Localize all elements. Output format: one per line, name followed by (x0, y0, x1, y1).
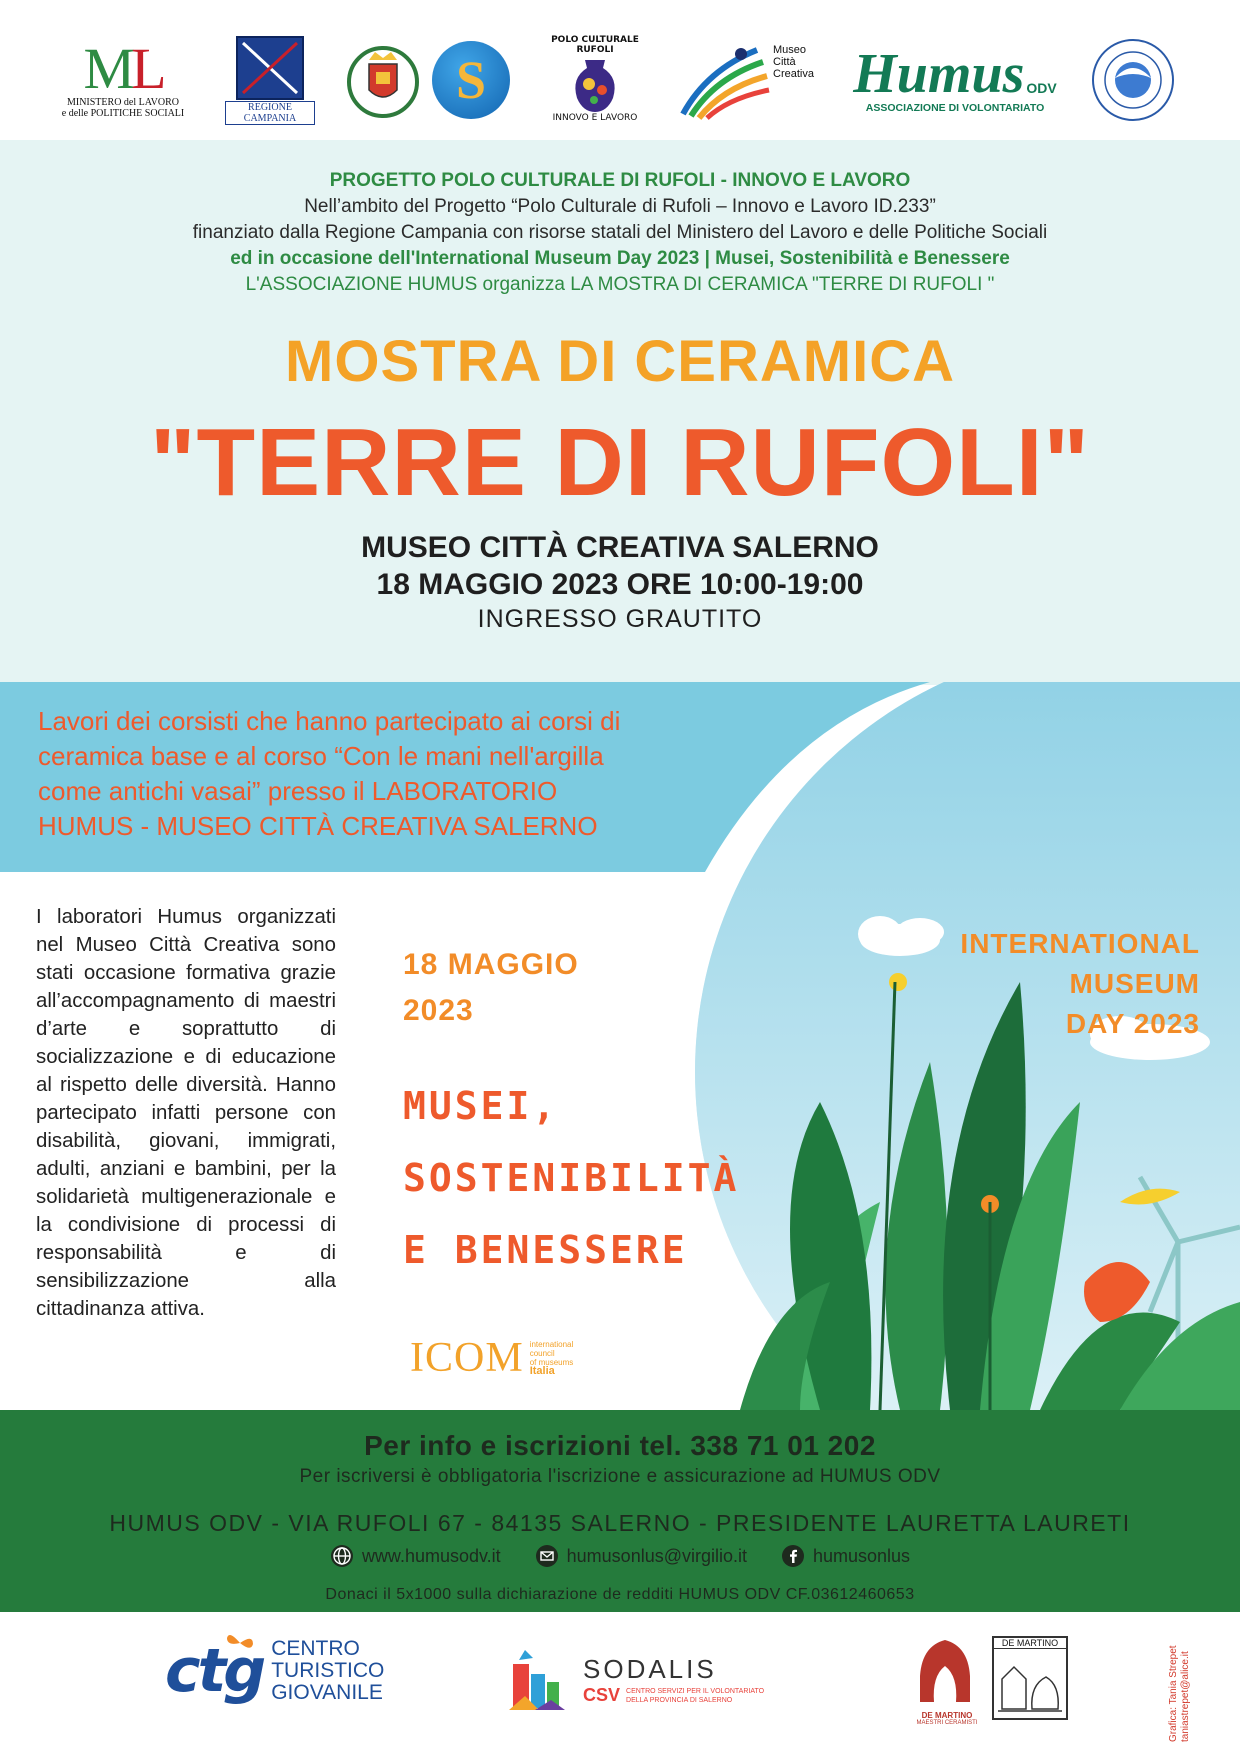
project-title: PROGETTO POLO CULTURALE DI RUFOLI - INNOVO E LAVORO (329, 170, 911, 191)
sodalis-sub-2: DELLA PROVINCIA DI SALERNO (626, 1696, 733, 1704)
sodalis-title: SODALIS (583, 1654, 717, 1684)
intro-line-3 (0, 248, 1240, 270)
museum-day-line-2: MUSEUM (1069, 968, 1200, 999)
website-text: www.humusodv.it (361, 1545, 501, 1566)
museum-day-line-1: INTERNATIONAL (960, 928, 1200, 959)
grafica-credit (1168, 1622, 1204, 1752)
ctg-line-1: CENTRO (271, 1637, 360, 1660)
center-date-line-1: 18 MAGGIO (403, 948, 579, 981)
facebook-link[interactable] (781, 1544, 910, 1568)
theme-line-2: SOSTENIBILITÀ (403, 1156, 740, 1200)
intro-line-3-prefix: ed (230, 248, 258, 269)
demartino-sub: MAESTRI CERAMISTI (916, 1720, 978, 1726)
grafica-credit-email: taniastrepet@alice.it (1180, 1651, 1191, 1742)
venue-entry: INGRESSO GRAUTITO (477, 605, 763, 633)
email-text: humusonlus@virgilio.it (566, 1545, 747, 1566)
museo-citta-creativa-logo (675, 30, 825, 130)
contact-row (0, 1544, 1240, 1568)
humus-mark: Humus (853, 43, 1025, 105)
globe-icon (330, 1544, 354, 1568)
regione-caption: REGIONE CAMPANIA (225, 101, 315, 125)
demartino-box-logo (992, 1636, 1068, 1720)
demartino-caption: DE MARTINO (921, 1711, 973, 1720)
email-link[interactable] (535, 1544, 747, 1568)
left-description: I laboratori Humus organizzati nel Museo Città Creativa sono stati occasione formativa grazie all’accompagnamento di maestri d’arte e soprattutto di socializzazione e di educazione al rispetto delle diversità. Hanno partecipato infatti persone con disabilità, giovani, immigrati, adulti, anziani e bambini, per la solidarietà multigenerazionale e la condivisione di processi di responsabilità e di sensibilizzazione alla cittadinanza attiva. (36, 906, 336, 1320)
grafica-credit-name: Grafica: Tania Strepet (1168, 1645, 1179, 1742)
demartino-box-title: DE MARTINO (994, 1638, 1066, 1649)
info-phone: Per info e iscrizioni tel. 338 71 01 202 (364, 1430, 876, 1461)
museo-swirl-icon (677, 40, 773, 120)
ministero-caption-2: e delle POLITICHE SOCIALI (61, 108, 185, 119)
theme-line-1: MUSEI, (403, 1084, 559, 1128)
ctg-line-2: TURISTICO (271, 1659, 385, 1682)
blue-band-line-3: come antichi vasai” presso il LABORATORIO (38, 776, 558, 806)
blue-band-line-4: HUMUS - MUSEO CITTÀ CREATIVA SALERNO (38, 811, 598, 841)
header-logos (0, 0, 1240, 140)
website-link[interactable] (330, 1544, 501, 1568)
blue-band-line-1: Lavori dei corsisti che hanno partecipato ai corsi di (38, 706, 621, 736)
sponsors-section (0, 1612, 1240, 1759)
polo-caption-bottom: INNOVO E LAVORO (552, 112, 638, 123)
intro-line-1: Nell’ambito del Progetto “Polo Culturale di Rufoli – Innovo e Lavoro ID.233” (304, 196, 936, 217)
sodalis-logo (495, 1640, 764, 1720)
sodalis-csv: CSV (583, 1685, 621, 1705)
blue-angel-icon (1091, 38, 1175, 122)
sodalis-town-icon (495, 1640, 575, 1720)
mail-icon (535, 1544, 559, 1568)
info-note: Per iscriversi è obbligatoria l'iscrizione e assicurazione ad HUMUS ODV (299, 1466, 941, 1487)
icom-small-3: of museums (529, 1358, 574, 1367)
facebook-text: humusonlus (813, 1545, 911, 1566)
polo-caption-top: POLO CULTURALE RUFOLI (551, 35, 639, 56)
vase-icon (565, 56, 625, 114)
icom-small-4: Italia (529, 1365, 555, 1377)
humus-odv-mark: ODV (1026, 80, 1057, 96)
regione-shield-icon (235, 35, 305, 101)
demartino-hands-icon (912, 1636, 978, 1706)
regione-campania-logo (225, 30, 315, 130)
intro-line-4: L'ASSOCIAZIONE HUMUS organizza LA MOSTRA DI CERAMICA "TERRE DI RUFOLI " (245, 274, 995, 295)
venue-datetime: 18 MAGGIO 2023 ORE 10:00-19:00 (376, 568, 864, 601)
donation-note: Donaci il 5x1000 sulla dichiarazione de redditi HUMUS ODV CF.03612460653 (325, 1586, 915, 1603)
humus-caption: ASSOCIAZIONE DI VOLONTARIATO (865, 102, 1045, 114)
icom-logo (410, 1334, 573, 1382)
venue-place: MUSEO CITTÀ CREATIVA SALERNO (361, 531, 879, 564)
comune-crest-icon (343, 40, 423, 120)
s-logo (430, 30, 512, 130)
info-footer (0, 1410, 1240, 1612)
info-address: HUMUS ODV - VIA RUFOLI 67 - 84135 SALERNO - PRESIDENTE LAURETTA LAURETI (109, 1510, 1131, 1536)
museo-caption: Museo Città Creativa (773, 44, 814, 80)
blue-band-line-2: ceramica base e al corso “Con le mani nell'argilla (38, 741, 604, 771)
intro-line-2: finanziato dalla Regione Campania con risorse statali del Ministero del Lavoro e delle Politiche Sociali (192, 222, 1048, 243)
icom-small-1: international (529, 1340, 574, 1349)
theme-line-3: E BENESSERE (403, 1228, 688, 1272)
ctg-logo (165, 1636, 384, 1706)
demartino-sketch-icon (994, 1649, 1066, 1715)
demartino-logo (912, 1636, 982, 1726)
polo-culturale-logo (540, 30, 650, 130)
intro-line-3-bold: in occasione dell'International Museum Day 2023 | Musei, Sostenibilità e Benessere (257, 248, 1010, 269)
blue-band-text (0, 682, 1240, 872)
facebook-icon (781, 1544, 805, 1568)
s-mark: S (455, 50, 487, 110)
intro-section (0, 140, 1240, 685)
blue-angel-logo (1088, 30, 1178, 130)
exhibition-title: MOSTRA DI CERAMICA (285, 329, 955, 394)
ctg-mark: ctg (165, 1636, 264, 1706)
center-info (0, 872, 1240, 1410)
ministero-caption-1: MINISTERO del LAVORO (66, 97, 180, 108)
icom-small-2: council (529, 1349, 555, 1358)
icom-mark: ICOM (410, 1335, 524, 1381)
ministero-logo: ML MINISTERO del LAVORO e delle POLITICHE SOCIALI (61, 36, 185, 119)
center-date-line-2: 2023 (403, 994, 474, 1027)
comune-salerno-logo (340, 30, 425, 130)
butterfly-icon (225, 1630, 255, 1656)
sodalis-sub-1: CENTRO SERVIZI PER IL VOLONTARIATO (626, 1687, 765, 1695)
ctg-line-3: GIOVANILE (271, 1681, 383, 1704)
museum-day-line-3: DAY 2023 (1065, 1008, 1200, 1039)
humus-odv-logo (850, 30, 1060, 130)
exhibition-subtitle: "TERRE DI RUFOLI" (149, 409, 1090, 516)
